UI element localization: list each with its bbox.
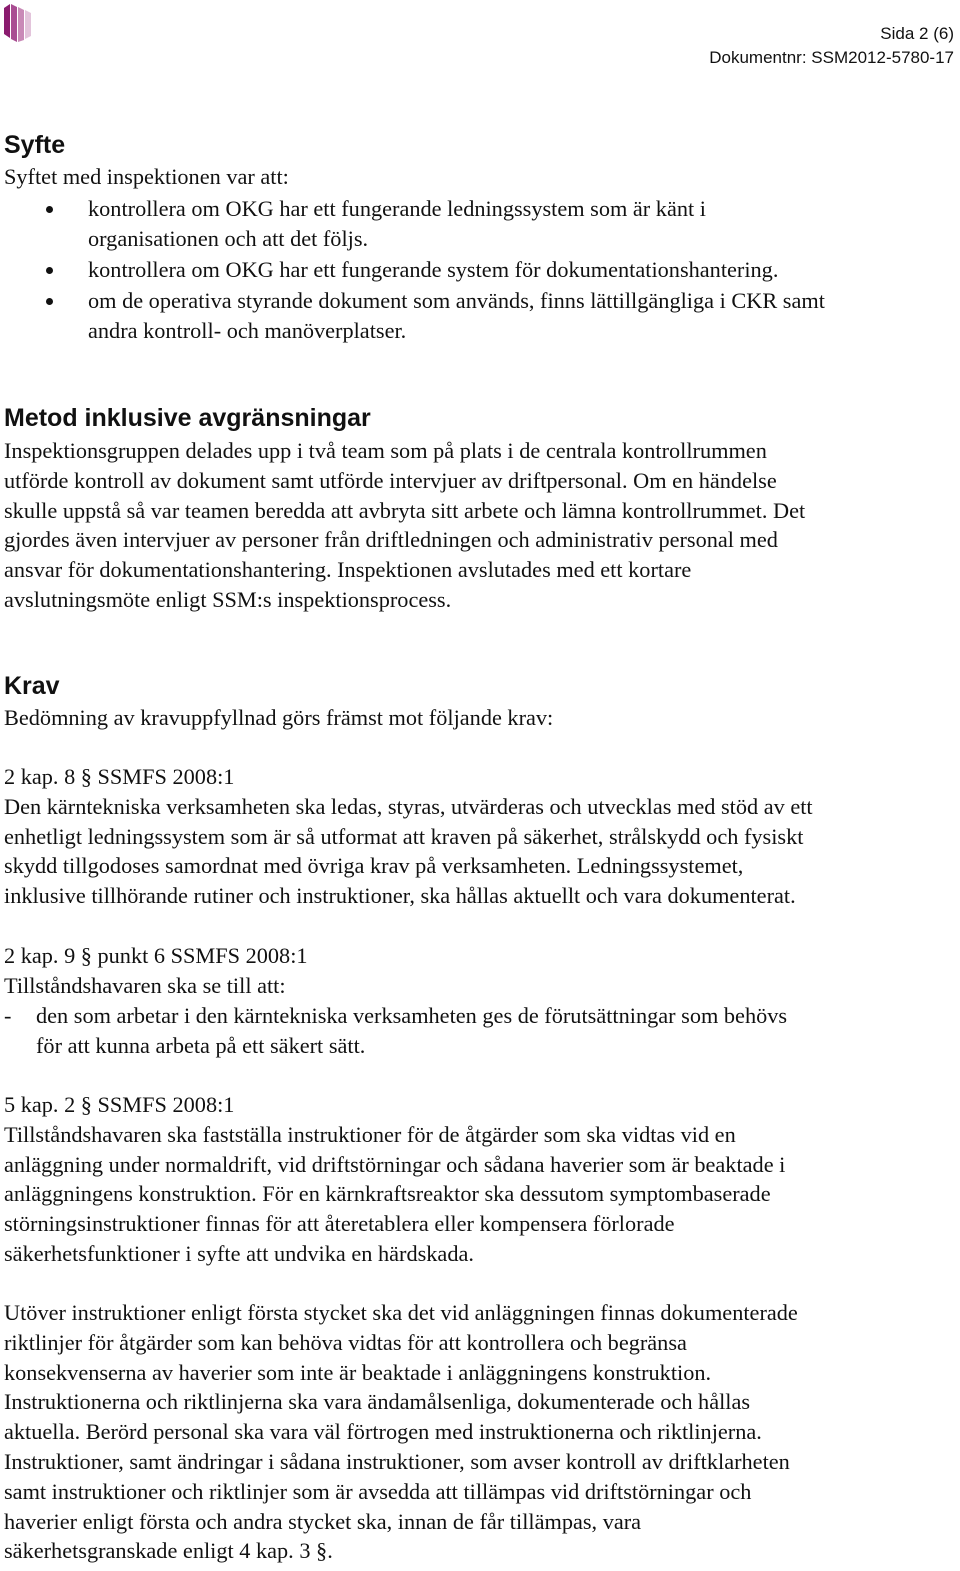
heading-metod: Metod inklusive avgränsningar — [4, 404, 371, 432]
bullet-icon — [46, 206, 53, 213]
bullet-icon — [46, 298, 53, 305]
krav-ref-2-8 — [4, 762, 954, 911]
text-line: skydd tillgodoses samordnat med övriga krav på verksamheten. Ledningssystemet, — [4, 853, 744, 879]
text-line: inklusive tillhörande rutiner och instruktioner, ska hållas aktuellt och vara dokumenterat. — [4, 883, 796, 909]
dash-marker: - — [4, 1003, 12, 1028]
text-line: utförde kontroll av dokument samt utförde intervjuer av driftpersonal. Om en händelse — [4, 467, 777, 493]
text-line: avslutningsmöte enligt SSM:s inspektionsprocess. — [4, 586, 452, 612]
text-line: ansvar för dokumentationshantering. Inspektionen avslutades med ett kortare — [4, 557, 692, 583]
ssm-logo — [2, 2, 32, 44]
text-line: säkerhetsgranskade enligt 4 kap. 3 §. — [4, 1538, 333, 1564]
bullet-icon — [46, 267, 53, 274]
list-item — [0, 255, 954, 285]
text-line: Tillståndshavaren ska fastställa instruktioner för de åtgärder som ska vidtas vid en — [4, 1121, 736, 1147]
list-item-line: kontrollera om OKG har ett fungerande system för dokumentationshantering. — [88, 257, 779, 282]
text-line: aktuella. Berörd personal ska vara väl förtrogen med instruktionerna och riktlinjerna. — [4, 1419, 762, 1445]
text-line: Tillståndshavaren ska se till att: — [4, 972, 286, 998]
list-item-line: den som arbetar i den kärntekniska verksamheten ges de förutsättningar som behövs — [36, 1003, 788, 1028]
metod-paragraph — [4, 436, 954, 615]
list-item-line: om de operativa styrande dokument som används, finns lättillgängliga i CKR samt — [88, 288, 825, 313]
krav-ref-5-2 — [4, 1090, 954, 1269]
text-line: störningsinstruktioner finnas för att återetablera eller kompensera förlorade — [4, 1211, 675, 1237]
document-number: Dokumentnr: SSM2012-5780-17 — [709, 48, 954, 67]
dash-list-item — [4, 1001, 954, 1061]
text-line: haverier enligt första och andra stycket ska, innan de får tillämpas, vara — [4, 1508, 642, 1534]
text-line: Instruktioner, samt ändringar i sådana instruktioner, som avser kontroll av driftklarheten — [4, 1448, 790, 1474]
text-line: Den kärntekniska verksamheten ska ledas, styras, utvärderas och utvecklas med stöd av ett — [4, 793, 813, 819]
text-line: anläggningens konstruktion. För en kärnkraftsreaktor ska dessutom symptombaserade — [4, 1181, 771, 1207]
list-item-line: organisationen och att det följs. — [88, 225, 369, 251]
list-item-line: kontrollera om OKG har ett fungerande ledningssystem som är känt i — [88, 196, 706, 221]
text-line: Instruktionerna och riktlinjerna ska vara ändamålsenliga, dokumenterade och hållas — [4, 1389, 751, 1415]
list-item — [0, 194, 954, 254]
text-line: anläggning under normaldrift, vid driftstörningar och sådana haverier som är beaktade i — [4, 1151, 786, 1177]
krav-intro: Bedömning av kravuppfyllnad görs främst mot följande krav: — [4, 705, 554, 730]
list-item — [0, 286, 954, 346]
heading-krav: Krav — [4, 672, 60, 700]
text-line: enhetligt ledningssystem som är så utformat att kraven på säkerhet, strålskydd och fysiskt — [4, 823, 804, 849]
krav-ref-5-2-paragraph-2 — [4, 1298, 954, 1566]
ref-title: 5 kap. 2 § SSMFS 2008:1 — [4, 1092, 235, 1117]
syfte-intro: Syftet med inspektionen var att: — [4, 164, 289, 189]
text-line: säkerhetsfunktioner i syfte att undvika en härdskada. — [4, 1240, 474, 1266]
text-line: gjordes även intervjuer av personer från driftledningen och administrativ personal med — [4, 527, 778, 553]
ref-title: 2 kap. 8 § SSMFS 2008:1 — [4, 764, 235, 789]
ref-title: 2 kap. 9 § punkt 6 SSMFS 2008:1 — [4, 943, 308, 968]
text-line: riktlinjer för åtgärder som kan behöva vidtas för att kontrollera och begränsa — [4, 1329, 687, 1355]
text-line: skulle uppstå så var teamen beredda att avbryta sitt arbete och lämna kontrollrummet. Det — [4, 497, 806, 523]
text-line: Inspektionsgruppen delades upp i två team som på plats i de centrala kontrollrummen — [4, 438, 767, 463]
text-line: samt instruktioner och riktlinjer som är avsedda att tillämpas vid driftstörningar och — [4, 1478, 752, 1504]
text-line: Utöver instruktioner enligt första stycket ska det vid anläggningen finnas dokumenterade — [4, 1300, 798, 1325]
list-item-line: för att kunna arbeta på ett säkert sätt. — [36, 1032, 366, 1058]
text-line: konsekvenserna av haverier som inte är beaktade i anläggningens konstruktion. — [4, 1359, 712, 1385]
list-item-line: andra kontroll- och manöverplatser. — [88, 317, 407, 343]
krav-ref-2-9 — [4, 941, 954, 1001]
heading-syfte: Syfte — [4, 131, 66, 159]
page-number: Sida 2 (6) — [880, 24, 954, 43]
